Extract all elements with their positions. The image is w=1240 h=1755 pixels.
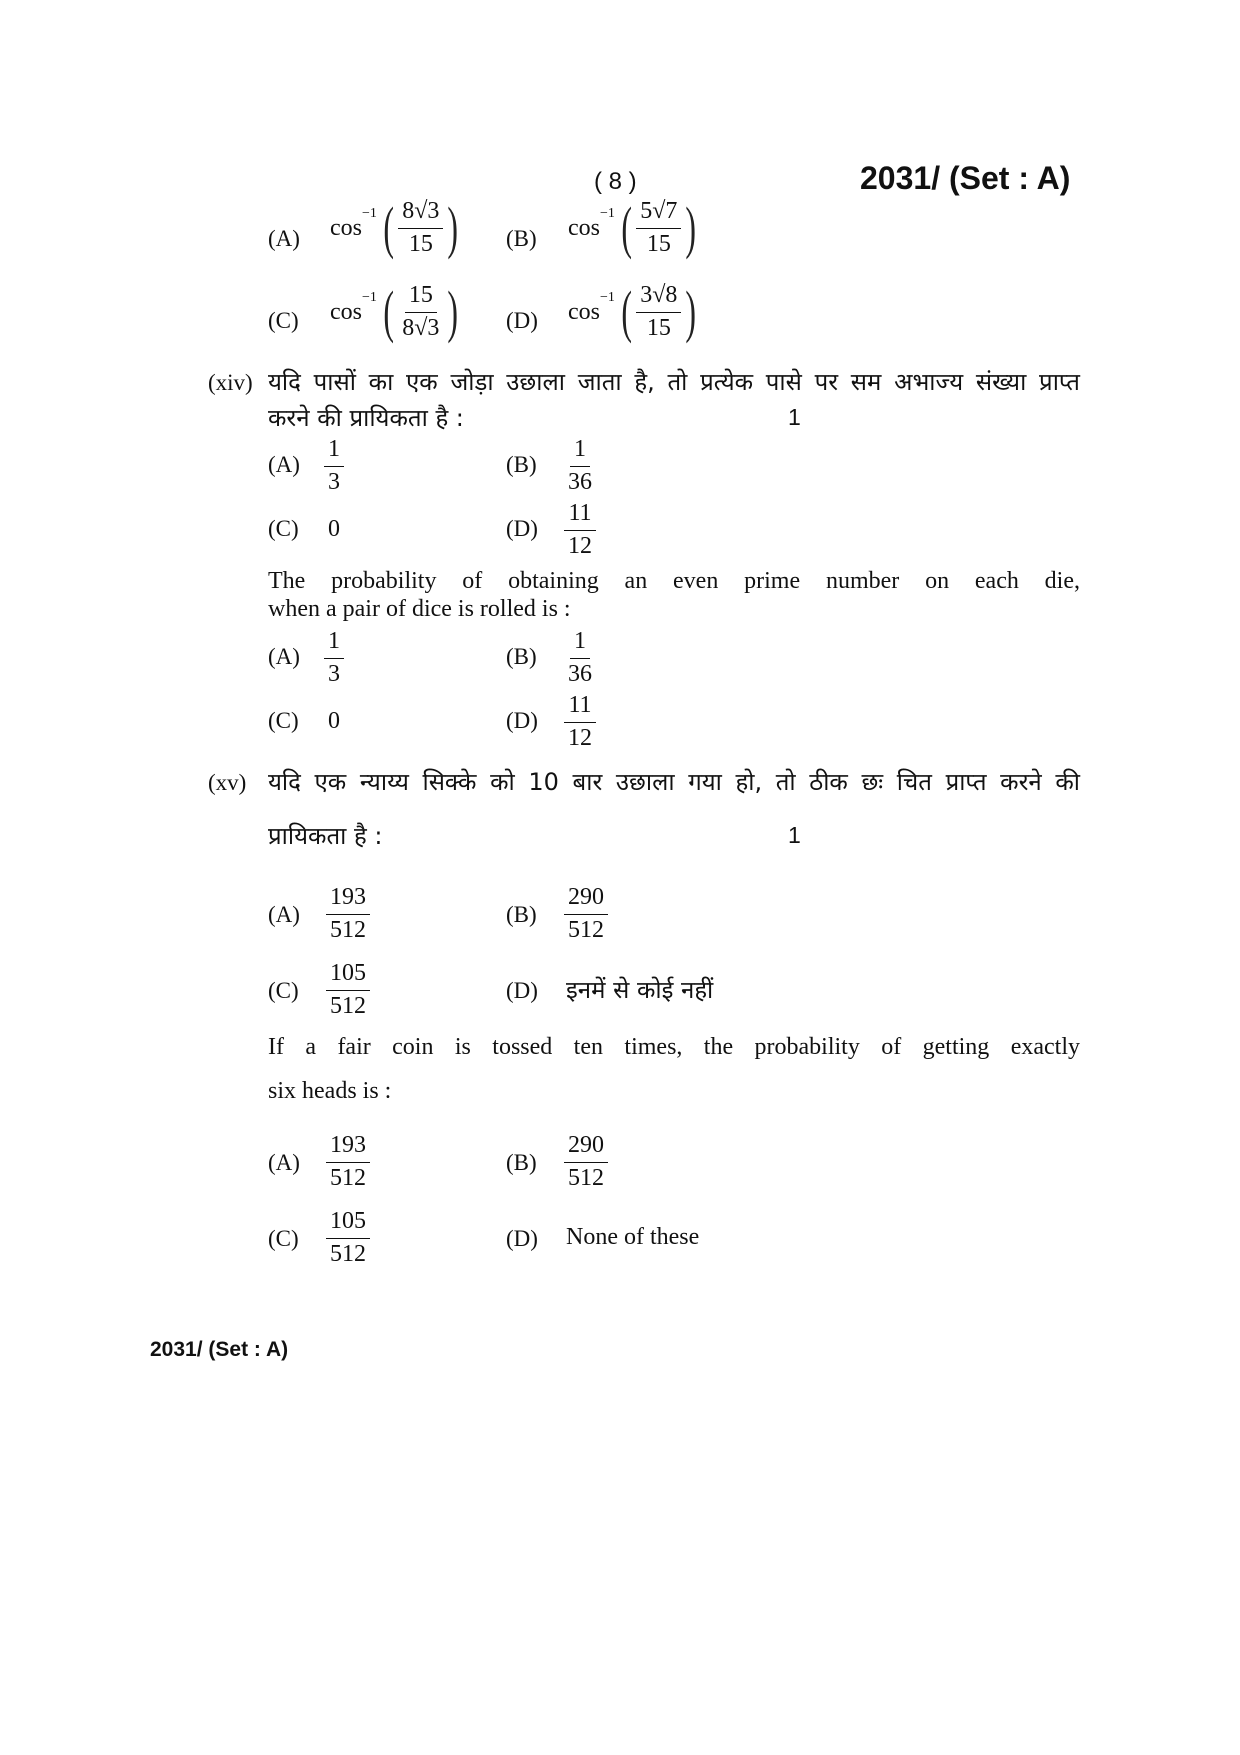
option-a-fraction: $\frac{1}{3}$	[324, 628, 344, 688]
marks: 1	[788, 822, 801, 848]
set-code-footer: 2031/ (Set : A)	[150, 1338, 289, 1361]
marks: 1	[788, 404, 801, 430]
option-label: (D)	[506, 1226, 538, 1251]
option-c-value: 0	[328, 516, 340, 542]
option-b-fraction: $\frac{1}{36}$	[568, 436, 592, 495]
option-label: (B)	[506, 902, 537, 927]
option-label: (B)	[506, 226, 537, 251]
option-c-value: 0	[328, 708, 340, 734]
question-text-english: If a fair coin is tossed ten times, the probability of getting exactly	[268, 1034, 1080, 1060]
option-b-expression: cos $^{-1}$ ( $\frac{5√7}{15}$ )	[568, 195, 697, 261]
fraction: $\frac{5√7}{15}$	[636, 198, 681, 258]
option-a-fraction: $\frac{193}{512}$	[326, 1132, 370, 1192]
option-b-fraction: $\frac{1}{36}$	[568, 628, 592, 687]
question-text-english: The probability of obtaining an even prime number on each die,	[268, 568, 1080, 594]
option-label: (C)	[268, 708, 299, 733]
page-number: ( 8 )	[594, 168, 637, 195]
option-d-fraction: $\frac{11}{12}$	[564, 500, 596, 560]
option-label: (D)	[506, 708, 538, 733]
option-label: (B)	[506, 644, 537, 669]
option-b-fraction: $\frac{290}{512}$	[564, 1132, 608, 1192]
question-text-hindi: करने की प्रायिकता है :	[268, 404, 464, 432]
option-label: (C)	[268, 1226, 299, 1251]
option-c-expression: cos $^{-1}$ ( $\frac{15}{8√3}$ )	[330, 279, 459, 345]
option-label: (A)	[268, 226, 300, 251]
option-label: (A)	[268, 452, 300, 477]
option-label: (C)	[268, 516, 299, 541]
option-d-text: None of these	[566, 1224, 700, 1250]
question-text-hindi: यदि एक न्याय्य सिक्के को 10 बार उछाला गया हो, तो ठीक छः चित प्राप्त करने की	[268, 768, 1080, 796]
option-label: (D)	[506, 978, 538, 1003]
question-text-english: when a pair of dice is rolled is :	[268, 596, 571, 622]
question-text-english: six heads is :	[268, 1078, 392, 1104]
question-text-hindi: प्रायिकता है :	[268, 822, 383, 850]
option-d-text: इनमें से कोई नहीं	[566, 976, 714, 1004]
option-b-fraction: $\frac{290}{512}$	[564, 884, 608, 944]
fraction: $\frac{8√3}{15}$	[398, 198, 443, 258]
option-label: (B)	[506, 1150, 537, 1175]
question-number: (xv)	[208, 770, 247, 795]
fraction: $\frac{15}{8√3}$	[402, 282, 440, 341]
option-c-fraction: $\frac{105}{512}$	[326, 1208, 370, 1268]
set-code-header: 2031/ (Set : A)	[860, 160, 1071, 196]
option-label: (A)	[268, 902, 300, 927]
option-d-expression: cos $^{-1}$ ( $\frac{3√8}{15}$ )	[568, 279, 697, 345]
option-label: (C)	[268, 978, 299, 1003]
question-number: (xiv)	[208, 370, 253, 395]
option-a-expression: cos $^{-1}$ ( $\frac{8√3}{15}$ )	[330, 195, 459, 261]
question-text-hindi: यदि पासों का एक जोड़ा उछाला जाता है, तो प्रत्येक पासे पर सम अभाज्य संख्या प्राप्त	[268, 368, 1080, 396]
fraction: $\frac{3√8}{15}$	[636, 282, 681, 342]
option-label: (A)	[268, 1150, 300, 1175]
option-label: (B)	[506, 452, 537, 477]
option-c-fraction: $\frac{105}{512}$	[326, 960, 370, 1020]
option-a-fraction: $\frac{1}{3}$	[324, 436, 344, 496]
option-d-fraction: $\frac{11}{12}$	[564, 692, 596, 752]
option-label: (C)	[268, 308, 299, 333]
option-label: (A)	[268, 644, 300, 669]
option-label: (D)	[506, 516, 538, 541]
option-label: (D)	[506, 308, 538, 333]
option-a-fraction: $\frac{193}{512}$	[326, 884, 370, 944]
